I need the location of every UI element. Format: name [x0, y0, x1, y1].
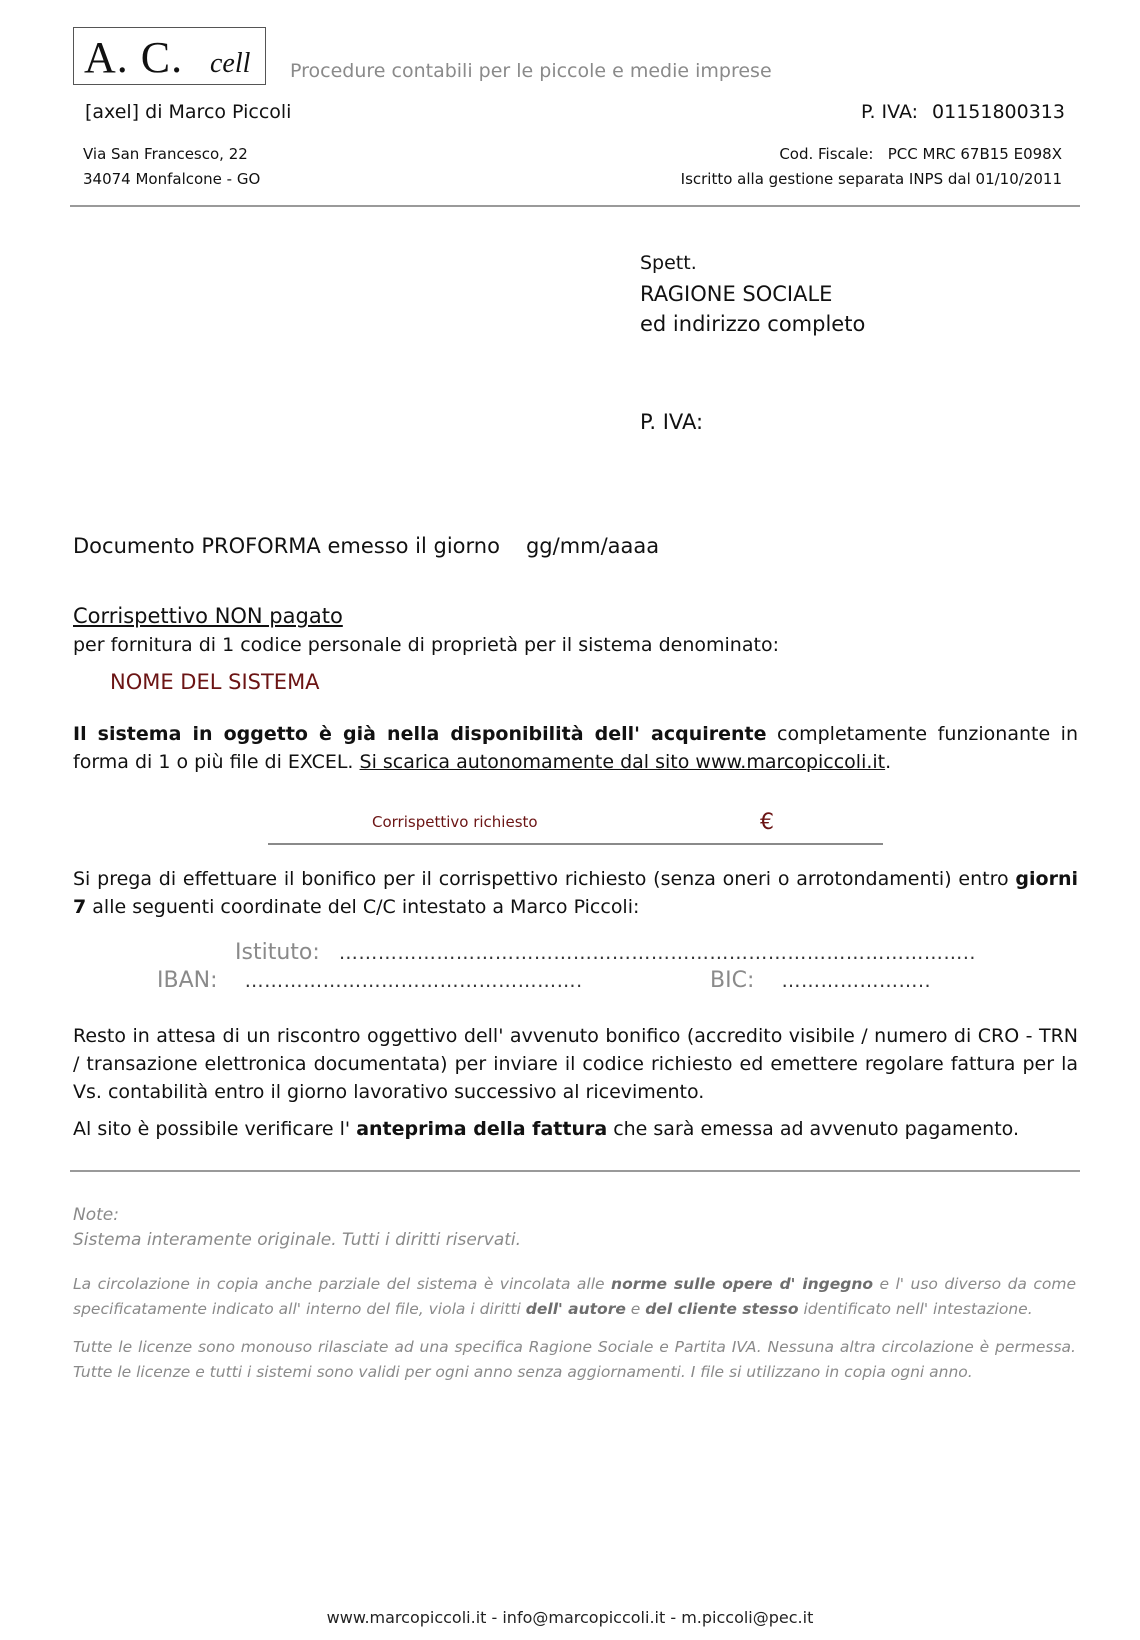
- preview-text-a: Al sito è possibile verificare l': [73, 1118, 357, 1140]
- legal-text-e: identificato nell' intestazione.: [798, 1300, 1033, 1318]
- recipient-piva: P. IVA:: [640, 410, 704, 434]
- address-street: Via San Francesco, 22: [83, 145, 248, 163]
- iban-row: [157, 968, 583, 993]
- logo-main-text: A. C.: [84, 33, 184, 82]
- inps-registration: Iscritto alla gestione separata INPS dal 01/10/2011: [680, 170, 1062, 188]
- header-piva-value: 01151800313: [932, 101, 1065, 123]
- system-name: NOME DEL SISTEMA: [110, 670, 320, 694]
- recipient-name: RAGIONE SOCIALE: [640, 282, 833, 306]
- legal-bold-1: norme sulle opere d' ingegno: [611, 1275, 874, 1293]
- bic-label: BIC:: [710, 968, 755, 993]
- document-date: gg/mm/aaaa: [525, 534, 660, 558]
- payment-text-a: Si prega di effettuare il bonifico per il corrispettivo richiesto (senza oneri o arrotondamenti) entro: [73, 868, 1016, 890]
- cod-fiscale: [779, 145, 1062, 163]
- availability-end: .: [885, 751, 892, 773]
- address-city: 34074 Monfalcone - GO: [83, 170, 261, 188]
- amount-underline: [268, 843, 883, 845]
- recipient-salutation: Spett.: [640, 252, 697, 274]
- notes-divider: [70, 1170, 1080, 1172]
- iban-label: IBAN:: [157, 968, 218, 993]
- closing-paragraph: Resto in attesa di un riscontro oggettivo dell' avvenuto bonifico (accredito visibile / numero di CRO - TRN / transazione elettronica documentata) per inviare il codice richiesto ed emettere regolare fattura per la Vs. contabilità entro il giorno lavorativo successivo al ricevimento.: [73, 1025, 1078, 1103]
- notes-title: Note:: [73, 1205, 119, 1225]
- notes-license-paragraph: Tutte le licenze sono monouso rilasciate ad una specifica Ragione Sociale e Partita IVA. Nessuna altra circolazione è permessa. Tutte le licenze e tutti i sistemi sono validi per ogni anno senza aggiornamenti. I file si utilizzano in copia ogni anno.: [73, 1338, 1076, 1381]
- invoice-preview-paragraph: [73, 1115, 1078, 1143]
- payment-paragraph: [73, 865, 1078, 921]
- cod-fiscale-label: Cod. Fiscale:: [779, 145, 874, 163]
- company-tagline: Procedure contabili per le piccole e medie imprese: [290, 60, 772, 82]
- cod-fiscale-value: PCC MRC 67B15 E098X: [887, 145, 1062, 163]
- recipient-address: ed indirizzo completo: [640, 312, 866, 336]
- preview-text-b: che sarà emessa ad avvenuto pagamento.: [607, 1118, 1020, 1140]
- legal-text-c: e l' uso diverso da come specificatamente indicato all' interno del file, viola i diritti: [73, 1275, 1077, 1318]
- company-logo: [73, 27, 266, 85]
- bic-row: [710, 968, 931, 993]
- owner-name: [axel] di Marco Piccoli: [85, 101, 292, 123]
- logo-sub-text: cell: [210, 48, 251, 79]
- availability-rest: completamente funzionante in forma di 1 o più file di EXCEL.: [73, 723, 1078, 773]
- legal-text-a: La circolazione in copia anche parziale del sistema è vincolata alle: [73, 1275, 612, 1293]
- istituto-row: [235, 940, 976, 965]
- corrispettivo-title: Corrispettivo NON pagato: [73, 604, 343, 628]
- document-emission-label: Documento PROFORMA emesso il giorno: [73, 534, 500, 558]
- istituto-label: Istituto:: [235, 940, 320, 965]
- bic-dots: …………………..: [781, 970, 932, 992]
- legal-bold-3: del cliente stesso: [645, 1300, 799, 1318]
- payment-text-b: alle seguenti coordinate del C/C intestato a Marco Piccoli:: [86, 896, 640, 918]
- header-piva: [861, 101, 1065, 123]
- header-piva-label: P. IVA:: [860, 101, 919, 123]
- availability-paragraph: [73, 720, 1078, 776]
- footer-contacts: www.marcopiccoli.it - info@marcopiccoli.it - m.piccoli@pec.it: [326, 1608, 814, 1627]
- document-emission: [73, 534, 659, 558]
- notes-copyright: Sistema interamente originale. Tutti i diritti riservati.: [73, 1230, 522, 1250]
- preview-bold: anteprima della fattura: [356, 1118, 608, 1140]
- iban-dots: …………………………………………….: [244, 970, 583, 992]
- istituto-dots: ……………………………………………………………………………………..: [338, 942, 976, 964]
- currency-symbol: €: [760, 810, 774, 835]
- download-site-link[interactable]: Si scarica autonomamente dal sito www.marcopiccoli.it: [359, 751, 886, 773]
- legal-bold-2: dell' autore: [525, 1300, 626, 1318]
- notes-legal-paragraph: [73, 1272, 1076, 1322]
- header-divider: [70, 205, 1080, 207]
- legal-text-d: e: [625, 1300, 646, 1318]
- availability-bold: Il sistema in oggetto è già nella disponibilità dell' acquirente: [73, 723, 767, 745]
- corrispettivo-description: per fornitura di 1 codice personale di proprietà per il sistema denominato:: [73, 634, 779, 656]
- requested-amount-label: Corrispettivo richiesto: [372, 813, 538, 831]
- payment-deadline: giorni 7: [73, 868, 1078, 918]
